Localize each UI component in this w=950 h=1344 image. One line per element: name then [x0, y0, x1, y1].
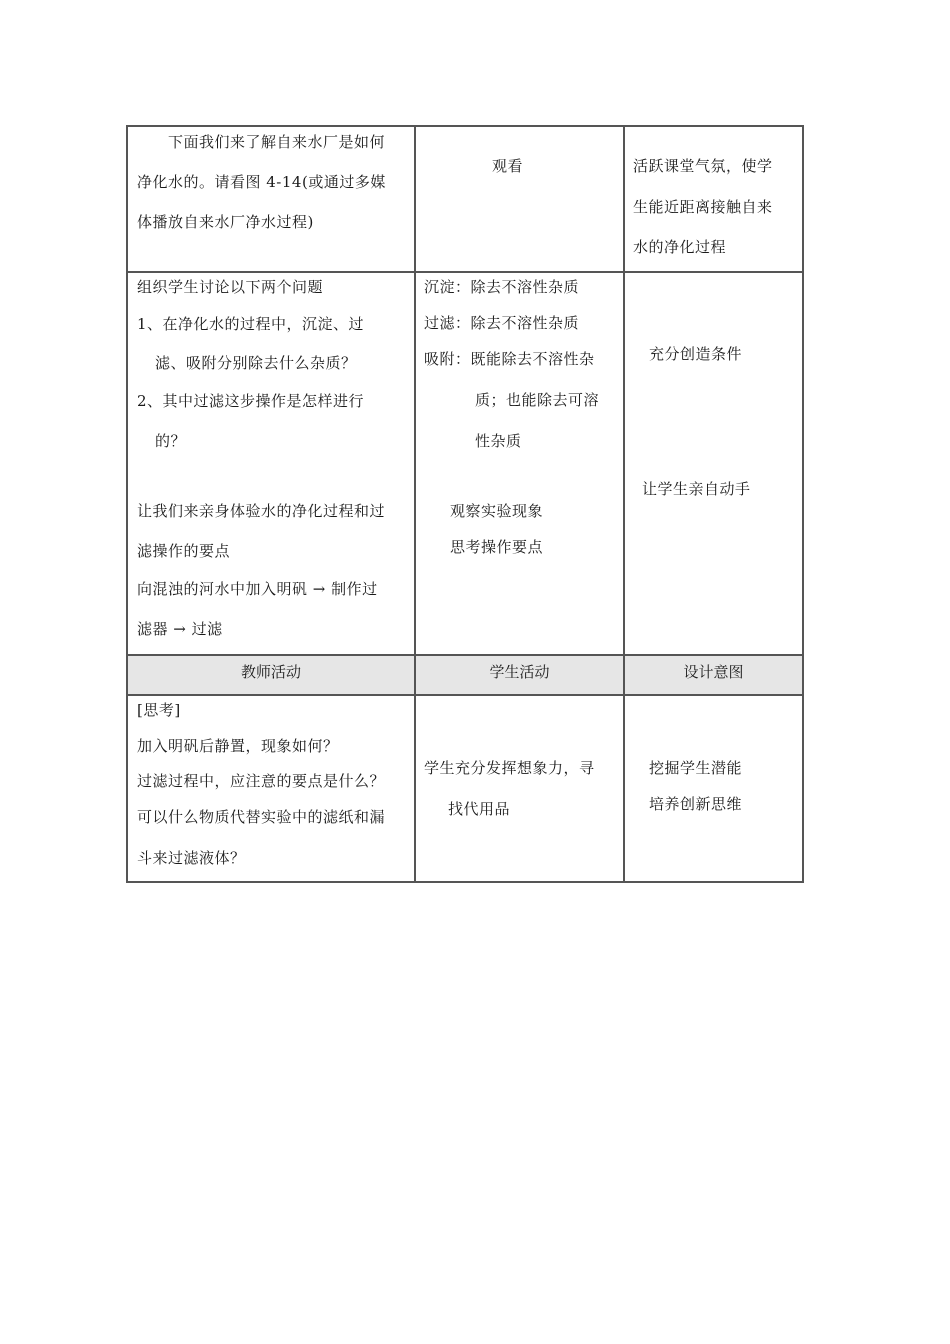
- text-line: 找代用品: [448, 800, 511, 818]
- header-student-cell: [416, 656, 625, 694]
- text-line: 组织学生讨论以下两个问题: [137, 278, 324, 296]
- design-intent-cell: [625, 273, 802, 654]
- text-line: 加入明矾后静置，现象如何？: [137, 737, 339, 755]
- column-header: 教师活动: [240, 663, 301, 681]
- student-activity-cell: [416, 696, 625, 881]
- text-line: 观察实验现象: [450, 502, 544, 520]
- text-line: 2、其中过滤这步操作是怎样进行: [137, 392, 365, 410]
- text-line: 滤操作的要点: [137, 542, 231, 560]
- student-activity-cell: [416, 127, 625, 271]
- text-line: 1、在净化水的过程中，沉淀、过: [137, 315, 365, 333]
- text-line: 充分创造条件: [649, 345, 743, 363]
- text-line: 挖掘学生潜能: [649, 759, 743, 777]
- text-line: 水的净化过程: [633, 238, 727, 256]
- text-line: 滤、吸附分别除去什么杂质？: [155, 354, 357, 372]
- teacher-activity-cell: [128, 127, 416, 271]
- student-activity-cell: [416, 273, 625, 654]
- text-line: 性杂质: [475, 432, 522, 450]
- text-line: 滤器 → 过滤: [137, 620, 223, 638]
- text-line: [思考]: [137, 701, 181, 719]
- table-row: [128, 273, 802, 656]
- text-line: 下面我们来了解自来水厂是如何: [168, 133, 386, 151]
- design-intent-cell: [625, 696, 802, 881]
- table-header-row: [128, 656, 802, 696]
- column-header: 学生活动: [489, 663, 550, 681]
- text-line: 沉淀：除去不溶性杂质: [424, 278, 580, 296]
- text-line: 思考操作要点: [450, 538, 544, 556]
- teacher-activity-cell: [128, 696, 416, 881]
- text-line: 体播放自来水厂净水过程): [137, 213, 314, 231]
- design-intent-cell: [625, 127, 802, 271]
- text-line: 可以什么物质代替实验中的滤纸和漏: [137, 808, 386, 826]
- text-line: 学生充分发挥想象力，寻: [424, 759, 595, 777]
- text-line: 过滤过程中，应注意的要点是什么？: [137, 772, 386, 790]
- text-line: 培养创新思维: [649, 795, 743, 813]
- text-line: 生能近距离接触自来: [633, 198, 773, 216]
- lesson-plan-table: [126, 125, 804, 883]
- column-header: 设计意图: [683, 663, 744, 681]
- table-row: [128, 127, 802, 273]
- text-line: 活跃课堂气氛，使学: [633, 157, 773, 175]
- text-line: 过滤：除去不溶性杂质: [424, 314, 580, 332]
- text-line: 斗来过滤液体？: [137, 849, 246, 867]
- text-line: 观看: [492, 157, 524, 175]
- header-teacher-cell: [128, 656, 416, 694]
- text-line: 净化水的。请看图 4-14(或通过多媒: [137, 173, 386, 191]
- text-line: 吸附：既能除去不溶性杂: [424, 350, 595, 368]
- text-line: 让学生亲自动手: [642, 480, 751, 498]
- text-line: 的？: [155, 432, 187, 450]
- table-row: [128, 696, 802, 881]
- header-design-cell: [625, 656, 802, 694]
- text-line: 让我们来亲身体验水的净化过程和过: [137, 502, 386, 520]
- text-line: 向混浊的河水中加入明矾 → 制作过: [137, 580, 378, 598]
- teacher-activity-cell: [128, 273, 416, 654]
- text-line: 质；也能除去可溶: [475, 391, 600, 409]
